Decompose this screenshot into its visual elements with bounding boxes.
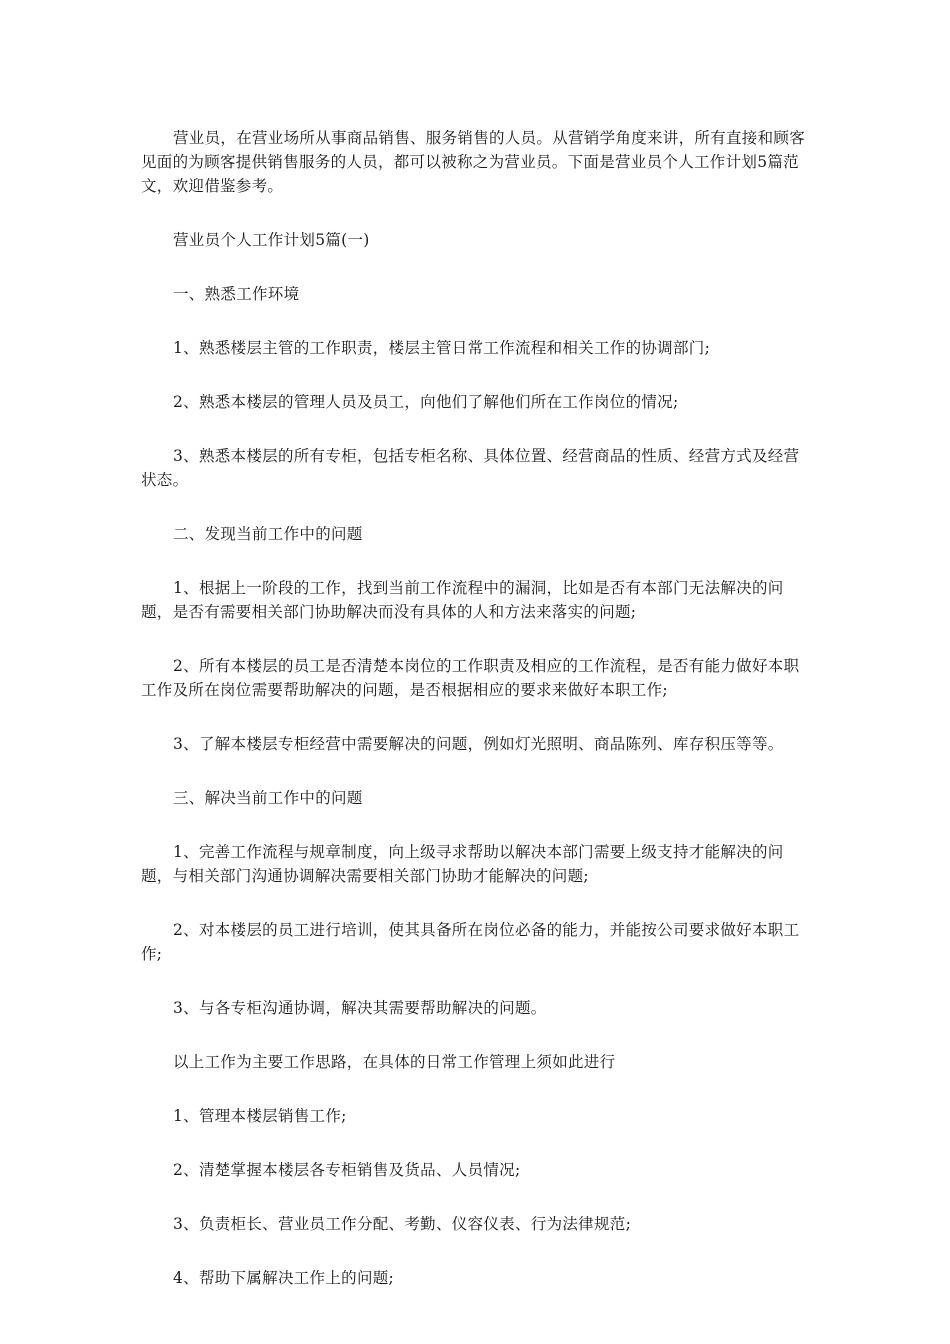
list-item: 3、了解本楼层专柜经营中需要解决的问题，例如灯光照明、商品陈列、库存积压等等。	[173, 735, 784, 753]
list-item: 4、帮助下属解决工作上的问题;	[173, 1269, 395, 1287]
intro-paragraph: 营业员，在营业场所从事商品销售、服务销售的人员。从营销学角度来讲，所有直接和顾客见面的为顾客提供销售服务的人员，都可以被称之为营业员。下面是营业员个人工作计划5篇范文，欢迎借鉴参考。	[141, 129, 806, 195]
heading-3: 三、解决当前工作中的问题	[173, 789, 363, 807]
heading-1: 一、熟悉工作环境	[173, 285, 300, 303]
document-body	[141, 126, 813, 1320]
list-item: 1、熟悉楼层主管的工作职责，楼层主管日常工作流程和相关工作的协调部门;	[173, 339, 711, 357]
list-item: 3、与各专柜沟通协调，解决其需要帮助解决的问题。	[173, 999, 547, 1017]
list-item: 1、根据上一阶段的工作，找到当前工作流程中的漏洞，比如是否有本部门无法解决的问题，是否有需要相关部门协助解决而没有具体的人和方法来落实的问题;	[141, 579, 784, 621]
list-item: 2、对本楼层的员工进行培训，使其具备所在岗位必备的能力，并能按公司要求做好本职工作;	[141, 921, 800, 963]
list-item: 1、管理本楼层销售工作;	[173, 1107, 347, 1125]
list-item: 2、熟悉本楼层的管理人员及员工，向他们了解他们所在工作岗位的情况;	[173, 393, 679, 411]
section-title: 营业员个人工作计划5篇(一)	[173, 231, 370, 249]
summary-paragraph: 以上工作为主要工作思路，在具体的日常工作管理上须如此进行	[173, 1053, 616, 1071]
list-item: 2、清楚掌握本楼层各专柜销售及货品、人员情况;	[173, 1161, 521, 1179]
list-item: 2、所有本楼层的员工是否清楚本岗位的工作职责及相应的工作流程，是否有能力做好本职工作及所在岗位需要帮助解决的问题，是否根据相应的要求来做好本职工作;	[141, 657, 800, 699]
list-item: 3、熟悉本楼层的所有专柜，包括专柜名称、具体位置、经营商品的性质、经营方式及经营状态。	[141, 447, 800, 489]
list-item: 3、负责柜长、营业员工作分配、考勤、仪容仪表、行为法律规范;	[173, 1215, 632, 1233]
list-item: 1、完善工作流程与规章制度，向上级寻求帮助以解决本部门需要上级支持才能解决的问题，与相关部门沟通协调解决需要相关部门协助才能解决的问题;	[141, 843, 784, 885]
heading-2: 二、发现当前工作中的问题	[173, 525, 363, 543]
